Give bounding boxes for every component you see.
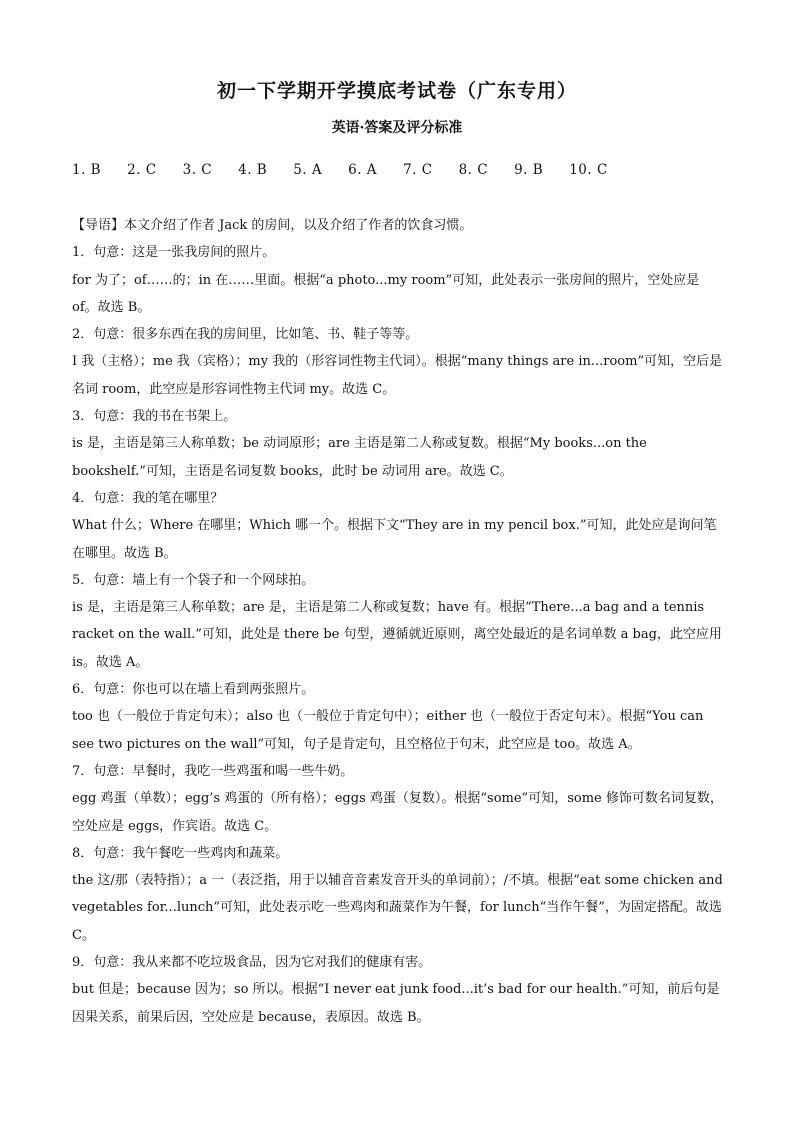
item-meaning: 8．句意：我午餐吃一些鸡肉和蔬菜。: [72, 845, 289, 861]
item-analysis: egg 鸡蛋（单数）；egg’s 鸡蛋的（所有格）；eggs 鸡蛋（复数）。根据“some”可知，some 修饰可数名词复数，空处应是 eggs，作宾语。故选 C。: [72, 791, 723, 834]
item-meaning: 4．句意：我的笔在哪里？: [72, 490, 224, 506]
answer-item: 4. B: [238, 162, 268, 178]
answer-item: 3. C: [182, 162, 213, 178]
answer-item: 1. B: [72, 162, 102, 178]
item-analysis: is 是，主语是第三人称单数；be 动词原形；are 主语是第二人称或复数。根据“My books...on the bookshelf.”可知，主语是名词复数 books，此时 be 动词用 are。故选 C。: [72, 436, 647, 479]
answer-item: 9. B: [514, 162, 544, 178]
item-meaning: 2．句意：很多东西在我的房间里，比如笔、书、鞋子等等。: [72, 327, 419, 343]
item-meaning: 1．句意：这是一张我房间的照片。: [72, 245, 276, 261]
intro-tag: 【导语】: [72, 218, 125, 233]
item-analysis: What 什么；Where 在哪里；Which 哪一个。根据下文“They are in my pencil box.”可知，此处应是询问笔在哪里。故选 B。: [72, 518, 717, 561]
item-meaning: 3．句意：我的书在书架上。: [72, 409, 237, 425]
item-analysis: for 为了；of……的；in 在……里面。根据“a photo...my room”可知，此处表示一张房间的照片，空处应是of。故选 B。: [72, 272, 700, 315]
intro-text: 本文介绍了作者 Jack 的房间，以及介绍了作者的饮食习惯。: [124, 218, 473, 233]
answer-item: 6. A: [348, 162, 378, 178]
answer-item: 2. C: [127, 162, 157, 178]
explanations: [72, 212, 724, 1031]
answer-item: 8. C: [458, 162, 489, 178]
item-analysis: I 我（主格）；me 我（宾格）；my 我的（形容词性物主代词）。根据“many things are in...room”可知，空后是名词 room，此空应是形容词性物主代词 my。故选 C。: [72, 354, 723, 397]
answer-item: 10. C: [569, 162, 608, 178]
page-title: 初一下学期开学摸底考试卷（广东专用）: [216, 80, 577, 102]
item-meaning: 6．句意：你也可以在墙上看到两张照片。: [72, 682, 315, 698]
page-subtitle: 英语·答案及评分标准: [331, 120, 463, 136]
item-analysis: too 也（一般位于肯定句末）；also 也（一般位于肯定句中）；either 也（一般位于否定句末）。根据“You can see two pictures on the wall”可知，句子是肯定句，且空格位于句末，此空应是 too。故选 A。: [72, 709, 704, 752]
item-analysis: but 但是；because 因为；so 所以。根据“I never eat junk food...it’s bad for our health.”可知，前后句是因果关系，前果后因，空处应是 because，表原因。故选 B。: [72, 982, 720, 1025]
answer-item: 7. C: [403, 162, 433, 178]
item-analysis: the 这/那（表特指）；a 一（表泛指，用于以辅音音素发音开头的单词前）；/不填。根据“eat some chicken and vegetables for...lunch”可知，此处表示吃一些鸡肉和蔬菜作为午餐，for lunch“当作午餐”，为固定搭配。故选 C。: [72, 873, 723, 943]
item-meaning: 5．句意：墙上有一个袋子和一个网球拍。: [72, 572, 315, 588]
item-meaning: 9．句意：我从来都不吃垃圾食品，因为它对我们的健康有害。: [72, 955, 432, 971]
answer-item: 5. A: [293, 162, 323, 178]
item-analysis: is 是，主语是第三人称单数；are 是，主语是第二人称或复数；have 有。根据“There...a bag and a tennis racket on the wall.”可知，此处是 there be 句型，遵循就近原则，离空处最近的是名词单数 a bag，此空应用is。故选 A。: [72, 600, 722, 670]
intro-paragraph: [72, 212, 724, 239]
item-meaning: 7．句意：早餐时，我吃一些鸡蛋和喝一些牛奶。: [72, 763, 354, 779]
answer-key: [72, 162, 608, 178]
